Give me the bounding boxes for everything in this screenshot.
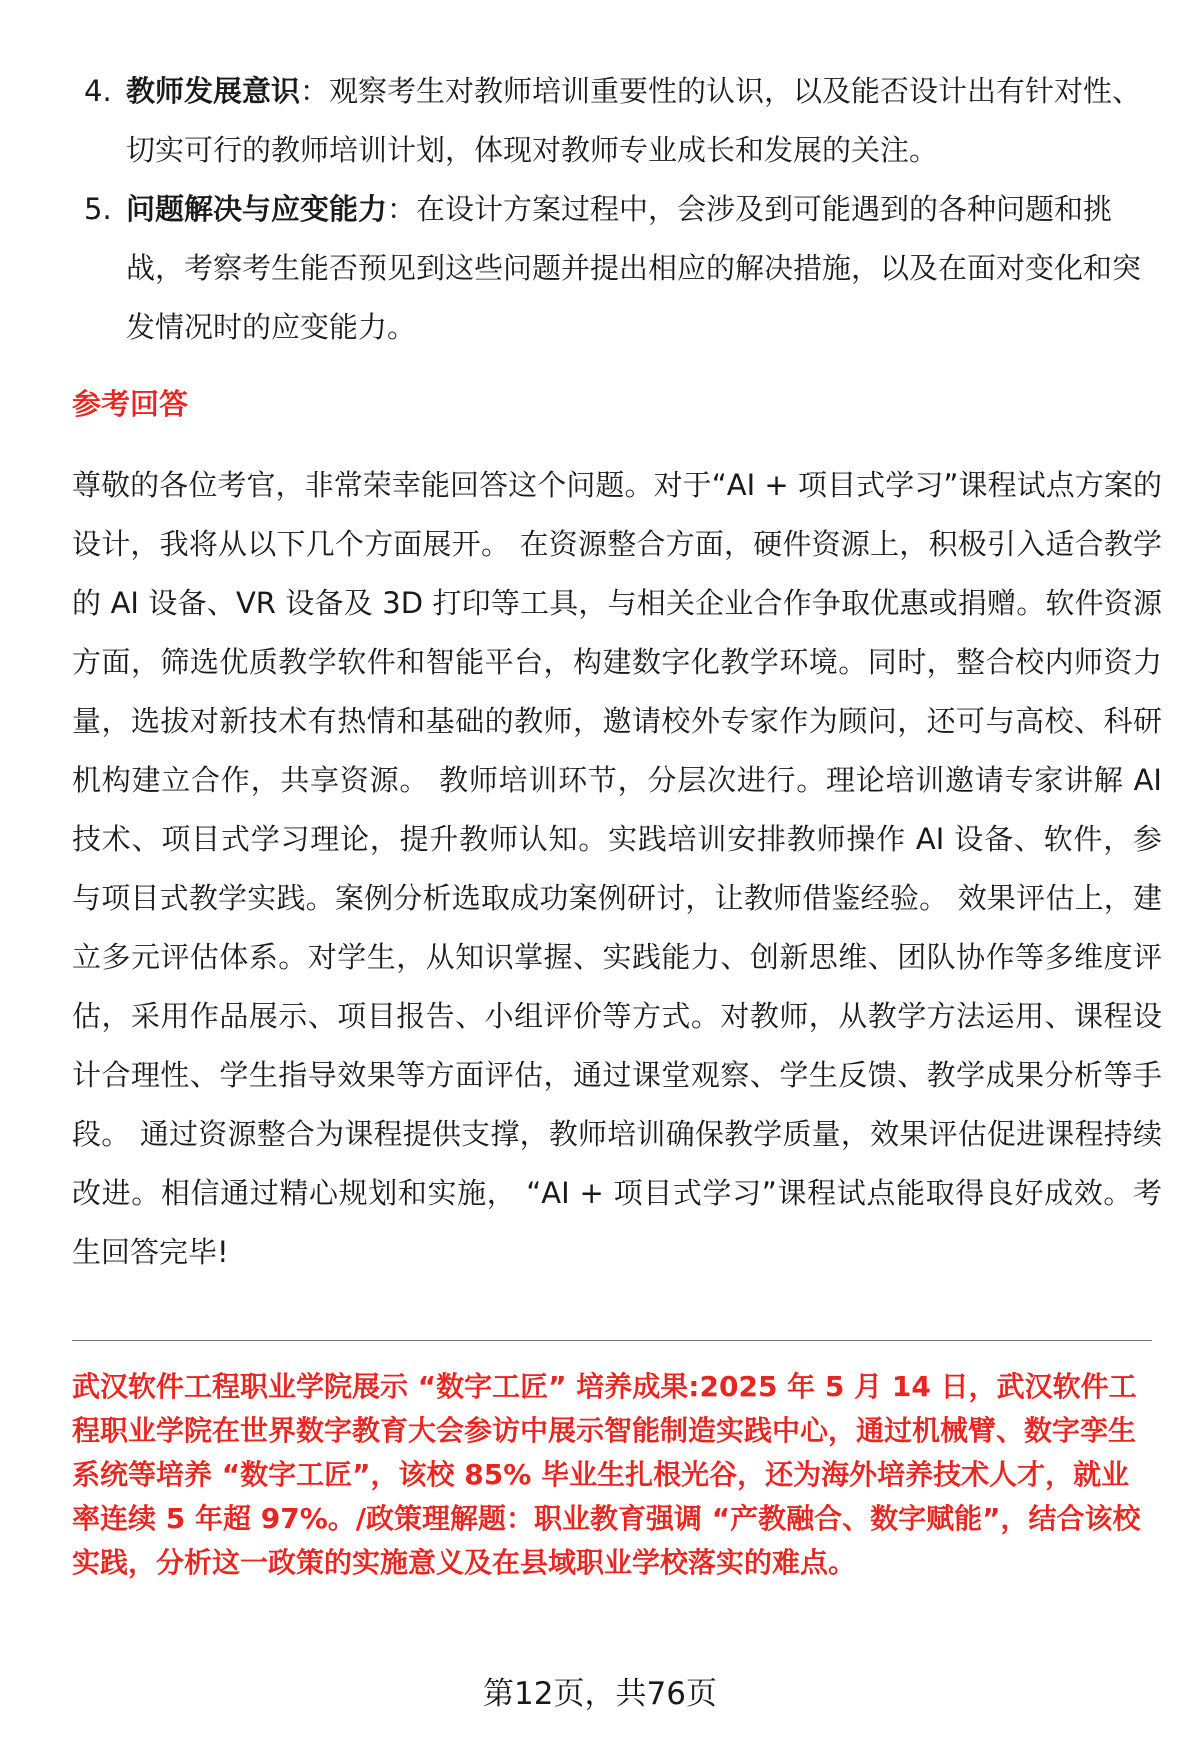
reference-answer-paragraph: 尊敬的各位考官，非常荣幸能回答这个问题。对于“AI + 项目式学习”课程试点方案的设计，我将从以下几个方面展开。 在资源整合方面，硬件资源上，积极引入适合教学的 AI 设备、VR 设备及 3D 打印等工具，与相关企业合作争取优惠或捐赠。软件资源方面，筛选优质教学软件和智能平台，构建数字化教学环境。同时，整合校内师资力量，选拔对新技术有热情和基础的教师，邀请校外专家作为顾问，还可与高校、科研机构建立合作，共享资源。 教师培训环节，分层次进行。理论培训邀请专家讲解 AI 技术、项目式学习理论，提升教师认知。实践培训安排教师操作 AI 设备、软件，参与项目式教学实践。案例分析选取成功案例研讨，让教师借鉴经验。 效果评估上，建立多元评估体系。对学生，从知识掌握、实践能力、创新思维、团队协作等多维度评估，采用作品展示、项目报告、小组评价等方式。对教师，从教学方法运用、课程设计合理性、学生指导效果等方面评估，通过课堂观察、学生反馈、教学成果分析等手段。 通过资源整合为课程提供支撑，教师培训确保教学质量，效果评估促进课程持续改进。相信通过精心规划和实施， “AI + 项目式学习”课程试点能取得良好成效。考生回答完毕! (72, 468, 1162, 1269)
list-item-text: 观察考生对教师培训重要性的认识，以及能否设计出有针对性、切实可行的教师培训计划，体现对教师专业成长和发展的关注。 (126, 74, 1142, 167)
section-title-reference-answer: 参考回答 (72, 387, 189, 421)
list-item (72, 180, 1162, 357)
list-item-separator: ： (387, 192, 417, 226)
list-number: 5. (84, 192, 112, 226)
divider (72, 1340, 1152, 1341)
list-item-title: 教师发展意识 (126, 74, 301, 108)
criteria-list (72, 62, 1162, 357)
list-item-title: 问题解决与应变能力 (126, 192, 388, 226)
list-item-text: 在设计方案过程中，会涉及到可能遇到的各种问题和挑战，考察考生能否预见到这些问题并提出相应的解决措施，以及在面对变化和突发情况时的应变能力。 (126, 192, 1142, 344)
page-number-footer: 第12页，共76页 (483, 1676, 717, 1712)
list-item-separator: ： (300, 74, 330, 108)
policy-question-notice: 武汉软件工程职业学院展示 “数字工匠” 培养成果:2025 年 5 月 14 日，武汉软件工程职业学院在世界数字教育大会参访中展示智能制造实践中心，通过机械臂、数字孪生系统等培养 “数字工匠”，该校 85% 毕业生扎根光谷，还为海外培养技术人才，就业率连续 5 年超 97%。/政策理解题：职业教育强调 “产教融合、数字赋能”，结合该校实践，分析这一政策的实施意义及在县域职业学校落实的难点。 (72, 1370, 1141, 1579)
list-item (72, 62, 1162, 180)
list-number: 4. (84, 74, 112, 108)
